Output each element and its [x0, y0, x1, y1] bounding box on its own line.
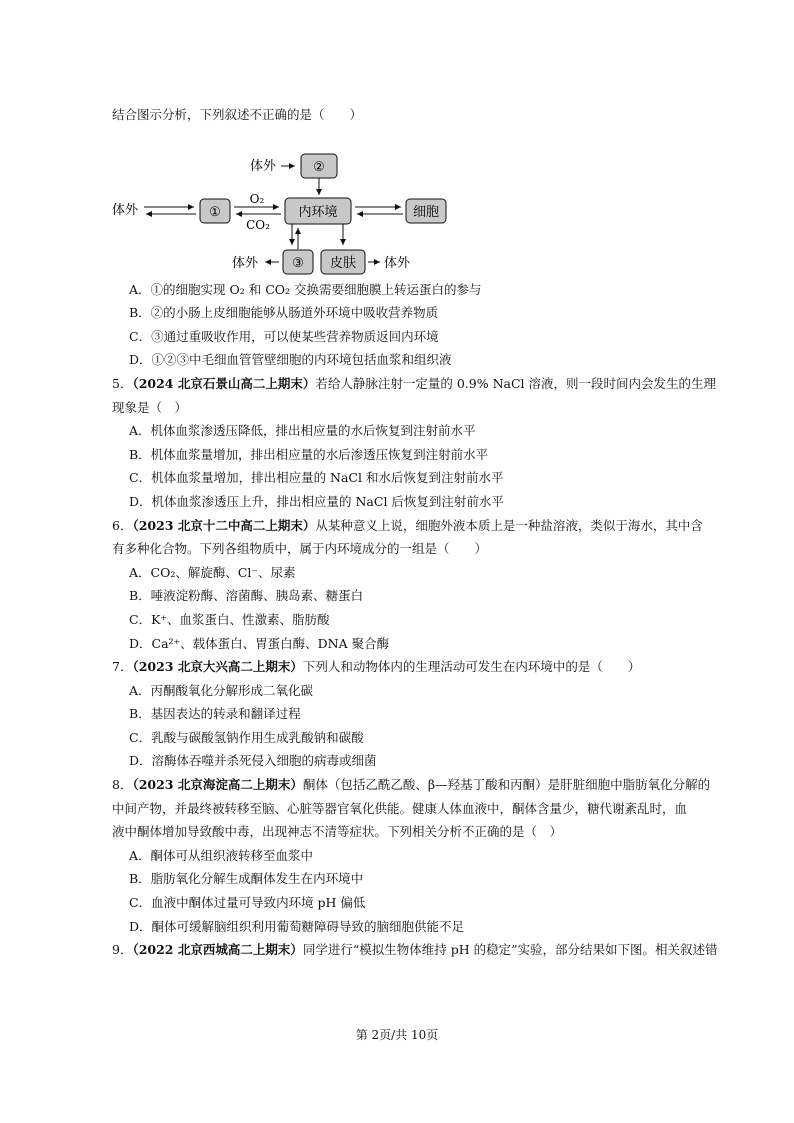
q8-option-b: B．脂肪氧化分解生成酮体发生在内环境中: [129, 871, 364, 887]
q7-option-d: D．溶酶体吞噬并杀死侵入细胞的病毒或细菌: [129, 753, 377, 769]
q9-stem-line1: [112, 938, 718, 962]
node-2-label: ②: [313, 159, 325, 175]
node-1-label: ①: [209, 204, 221, 220]
q5-option-b: B．机体血浆量增加，排出相应量的水后渗透压恢复到注射前水平: [129, 446, 489, 462]
page-footer: 第 2页/共 10页: [355, 1028, 439, 1042]
q7-option-b: B．基因表达的转录和翻译过程: [129, 706, 301, 722]
node-env-label: 内环境: [298, 204, 338, 220]
page-content: [112, 103, 718, 962]
q6-stem-line2: 有多种化合物。下列各组物质中，属于内环境成分的一组是（ ）: [112, 541, 488, 557]
q7-option-c: C．乳酸与碳酸氢钠作用生成乳酸钠和碳酸: [129, 729, 364, 745]
q9-number: 9．: [112, 942, 133, 958]
q6-text: 从某种意义上说，细胞外液本质上是一种盐溶液，类似于海水，其中含: [315, 517, 703, 533]
q7-number: 7．: [112, 659, 133, 675]
q5-option-d: D．机体血浆渗透压上升，排出相应量的 NaCl 后恢复到注射前水平: [129, 493, 504, 509]
q6-stem-line1: [112, 514, 703, 538]
q6-option-b: B．唾液淀粉酶、溶菌酶、胰岛素、糖蛋白: [129, 588, 364, 604]
label-co2: CO₂: [246, 217, 270, 232]
q5-option-c: C．机体血浆量增加，排出相应量的 NaCl 和水后恢复到注射前水平: [129, 470, 504, 486]
environment-diagram: [112, 128, 452, 278]
q8-stem-line1: [112, 773, 711, 797]
q8-stem-line3: 液中酮体增加导致酸中毒，出现神志不清等症状。下列相关分析不正确的是（ ）: [112, 824, 563, 840]
q4-option-c: C．③通过重吸收作用，可以使某些营养物质返回内环境: [129, 328, 439, 344]
q6-source: （2023 北京十二中高二上期末）: [132, 517, 316, 533]
label-ext-left: 体外: [112, 202, 139, 218]
q4-option-d: D．①②③中毛细血管管壁细胞的内环境包括血浆和组织液: [129, 352, 452, 368]
q8-number: 8．: [112, 777, 133, 793]
q6-option-a: A．CO₂、解旋酶、Cl⁻、尿素: [129, 564, 296, 580]
q8-text: 酮体（包括乙酰乙酸、β—羟基丁酸和丙酮）是肝脏细胞中脂肪氧化分解的: [302, 777, 711, 793]
q7-text: 下列人和动物体内的生理活动可发生在内环境中的是（ ）: [302, 659, 641, 675]
label-o2: O₂: [249, 191, 265, 206]
q9-text: 同学进行“模拟生物体维持 pH 的稳定”实验，部分结果如下图。相关叙述错: [302, 942, 718, 958]
q8-option-c: C．血液中酮体过量可导致内环境 pH 偏低: [129, 895, 366, 911]
label-ext-bottom-right: 体外: [384, 255, 411, 271]
q5-stem-line1: [112, 372, 716, 396]
label-ext-bottom-left: 体外: [232, 255, 259, 271]
q4-option-a: A．①的细胞实现 O₂ 和 CO₂ 交换需要细胞膜上转运蛋白的参与: [129, 281, 482, 297]
node-cell-label: 细胞: [412, 204, 440, 220]
q8-option-d: D．酮体可缓解脑组织利用葡萄糖障碍导致的脑细胞供能不足: [129, 918, 465, 934]
node-3-label: ③: [292, 255, 304, 271]
node-skin-label: 皮肤: [329, 255, 357, 271]
q9-source: （2022 北京西城高二上期末）: [132, 942, 303, 958]
label-ext-top: 体外: [250, 158, 277, 174]
q7-source: （2023 北京大兴高二上期末）: [132, 659, 303, 675]
q8-option-a: A．酮体可从组织液转移至血浆中: [129, 847, 314, 863]
q7-option-a: A．丙酮酸氧化分解形成二氧化碳: [129, 682, 314, 698]
q5-option-a: A．机体血浆渗透压降低，排出相应量的水后恢复到注射前水平: [129, 423, 476, 439]
q7-stem-line1: [112, 655, 692, 679]
q5-stem-line2: 现象是（ ）: [112, 399, 188, 415]
q8-source: （2023 北京海淀高二上期末）: [132, 777, 303, 793]
q8-stem-line2: 中间产物，并最终被转移至脑、心脏等器官氧化供能。健康人体血液中，酮体含量少，糖代谢紊乱时，血: [112, 800, 688, 816]
q4-stem: 结合图示分析，下列叙述不正确的是（ ）: [112, 107, 363, 122]
q4-option-b: B．②的小肠上皮细胞能够从肠道外环境中吸收营养物质: [129, 305, 439, 321]
q5-text: 若给人静脉注射一定量的 0.9% NaCl 溶液，则一段时间内会发生的生理: [315, 375, 716, 391]
q5-number: 5．: [112, 375, 133, 391]
q6-number: 6．: [112, 517, 133, 533]
q6-option-d: D．Ca²⁺、载体蛋白、胃蛋白酶、DNA 聚合酶: [129, 635, 390, 651]
q5-source: （2024 北京石景山高二上期末）: [132, 375, 316, 391]
q6-option-c: C．K⁺、血浆蛋白、性激素、脂肪酸: [129, 611, 330, 627]
